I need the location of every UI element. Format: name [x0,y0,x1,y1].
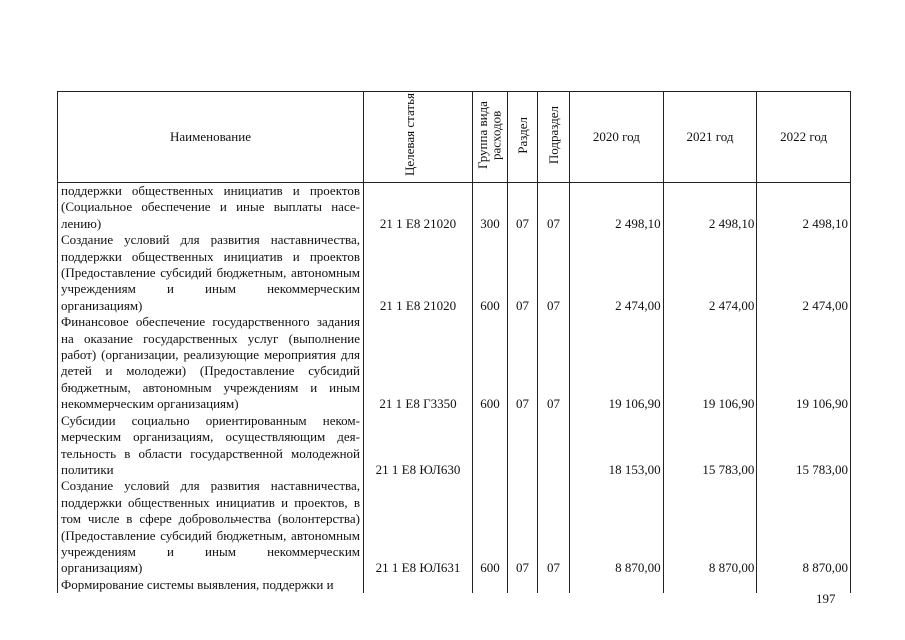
row-2020: 19 106,90 [570,314,664,412]
page-number: 197 [816,591,836,606]
row-subsection [538,413,570,479]
header-section: Раздел [508,92,538,183]
row-2021: 2 474,00 [663,232,757,314]
row-2021: 15 783,00 [663,413,757,479]
row-expense-group: 600 [473,232,508,314]
row-target-article: 21 1 Е8 ЮЛ631 [364,478,473,576]
table-row [58,314,851,412]
row-target-article: 21 1 Е8 21020 [364,183,473,233]
table-row [58,577,851,593]
row-2020: 2 498,10 [570,183,664,233]
row-subsection [538,577,570,593]
row-2022 [757,577,851,593]
header-name: Наименование [58,92,364,183]
header-expense-group: Группа вида расходов [473,92,508,183]
header-subsection: Подраздел [538,92,570,183]
row-subsection: 07 [538,314,570,412]
row-2022: 2 474,00 [757,232,851,314]
row-2022: 19 106,90 [757,314,851,412]
header-year-2020: 2020 год [570,92,664,183]
row-section: 07 [508,314,538,412]
row-2021 [663,577,757,593]
table-header-row [58,92,851,183]
row-name: Субсидии социально ориентированным некоммерческим организациям, осуществляющим деятельность в области государственной молодежной политики [58,413,364,479]
row-section [508,577,538,593]
row-2020: 8 870,00 [570,478,664,576]
row-2020: 2 474,00 [570,232,664,314]
row-2021: 19 106,90 [663,314,757,412]
row-2022: 2 498,10 [757,183,851,233]
row-name: Создание условий для развития наставничества, поддержки общественных инициатив и проектов, в том числе в сфере добровольчества (волонтерства) (Предоставление субсидий бюджетным, автономным учреждениям и иным некоммерческим организациям) [58,478,364,576]
table-row [58,183,851,233]
row-section: 07 [508,232,538,314]
row-2022: 8 870,00 [757,478,851,576]
row-section: 07 [508,183,538,233]
table-row [58,413,851,479]
row-expense-group: 300 [473,183,508,233]
row-2021: 8 870,00 [663,478,757,576]
row-expense-group [473,577,508,593]
header-year-2022: 2022 год [757,92,851,183]
row-target-article: 21 1 Е8 Г3350 [364,314,473,412]
row-section: 07 [508,478,538,576]
row-subsection: 07 [538,478,570,576]
row-expense-group: 600 [473,314,508,412]
row-name: Создание условий для развития наставничества, поддержки общественных инициатив и проектов (Предоставление субсидий бюджетным, автономным учреждениям и иным некоммерческим организациям) [58,232,364,314]
row-target-article: 21 1 Е8 21020 [364,232,473,314]
row-subsection: 07 [538,183,570,233]
header-target-article: Целевая статья [364,92,473,183]
row-2022: 15 783,00 [757,413,851,479]
row-target-article: 21 1 Е8 ЮЛ630 [364,413,473,479]
row-2020: 18 153,00 [570,413,664,479]
row-section [508,413,538,479]
row-expense-group: 600 [473,478,508,576]
row-name: Формирование системы выявления, поддержки и [58,577,364,593]
table-row [58,478,851,576]
row-name: поддержки общественных инициатив и проектов (Социальное обеспечение и иные выплаты населению) [58,183,364,233]
row-2020 [570,577,664,593]
table-row [58,232,851,314]
row-name: Финансовое обеспечение государственного задания на оказание государственных услуг (выполнение работ) (организации, реализующие мероприятия для детей и молодежи) (Предоставление субсидий бюджетным, автономным учреждениям и иным некоммерческим организациям) [58,314,364,412]
budget-table [57,91,851,593]
row-2021: 2 498,10 [663,183,757,233]
row-target-article [364,577,473,593]
header-year-2021: 2021 год [663,92,757,183]
row-expense-group [473,413,508,479]
row-subsection: 07 [538,232,570,314]
